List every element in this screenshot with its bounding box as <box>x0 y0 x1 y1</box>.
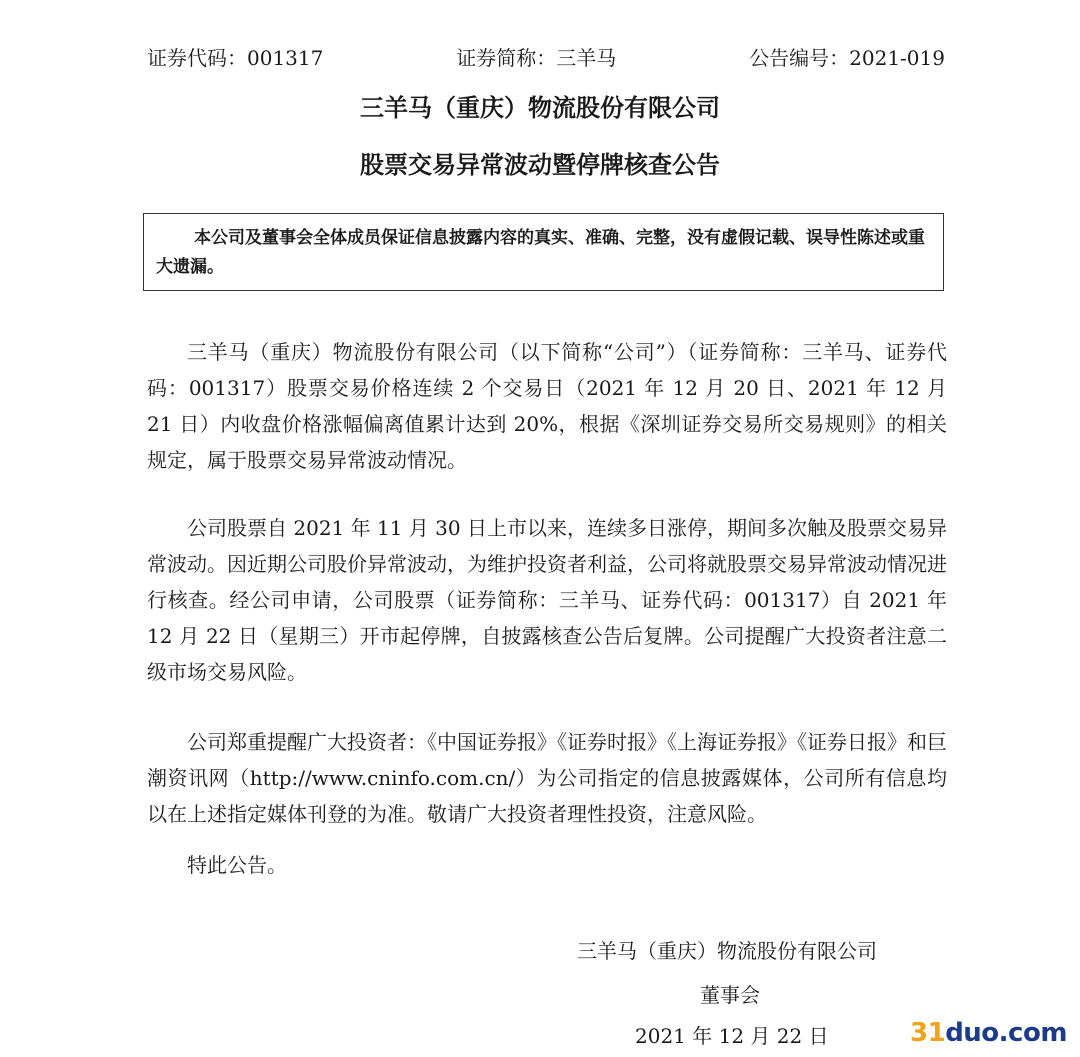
site-watermark <box>910 1018 1067 1048</box>
signature-board: 董事会 <box>700 983 760 1007</box>
document-header <box>147 44 945 72</box>
notice-number: 公告编号：2021-019 <box>749 46 945 70</box>
signature-company: 三羊马（重庆）物流股份有限公司 <box>577 939 877 963</box>
paragraph-4: 特此公告。 <box>187 853 287 877</box>
security-short-name: 证券简称：三羊马 <box>456 46 617 70</box>
disclaimer-box: 本公司及董事会全体成员保证信息披露内容的真实、准确、完整，没有虚假记载、误导性陈述或重大遗漏。 <box>143 213 944 291</box>
watermark-number: 31 <box>910 1018 946 1048</box>
paragraph-2: 公司股票自 2021 年 11 月 30 日上市以来，连续多日涨停，期间多次触及股票交易异常波动。因近期公司股价异常波动，为维护投资者利益，公司将就股票交易异常波动情况进行核查。经公司申请，公司股票（证券简称：三羊马、证券代码：001317）自 2021 年 12 月 22 日（星期三）开市起停牌，自披露核查公告后复牌。公司提醒广大投资者注意二级市场交易风险。 <box>147 516 947 684</box>
document-title: 股票交易异常波动暨停牌核查公告 <box>360 151 720 179</box>
signature-date: 2021 年 12 月 22 日 <box>635 1024 829 1048</box>
security-code: 证券代码：001317 <box>147 46 324 70</box>
paragraph-3: 公司郑重提醒广大投资者：《中国证券报》《证券时报》《上海证券报》《证券日报》和巨潮资讯网（http://www.cninfo.com.cn/）为公司指定的信息披露媒体，公司所有信息均以在上述指定媒体刊登的为准。敬请广大投资者理性投资，注意风险。 <box>147 730 947 826</box>
watermark-domain: duo.com <box>945 1018 1067 1048</box>
company-name-title: 三羊马（重庆）物流股份有限公司 <box>360 94 720 122</box>
paragraph-1: 三羊马（重庆）物流股份有限公司（以下简称“公司”）（证券简称：三羊马、证券代码：001317）股票交易价格连续 2 个交易日（2021 年 12 月 20 日、2021 年 12 月 21 日）内收盘价格涨幅偏离值累计达到 20%，根据《深圳证券交易所交易规则》的相关规定，属于股票交易异常波动情况。 <box>147 340 947 472</box>
